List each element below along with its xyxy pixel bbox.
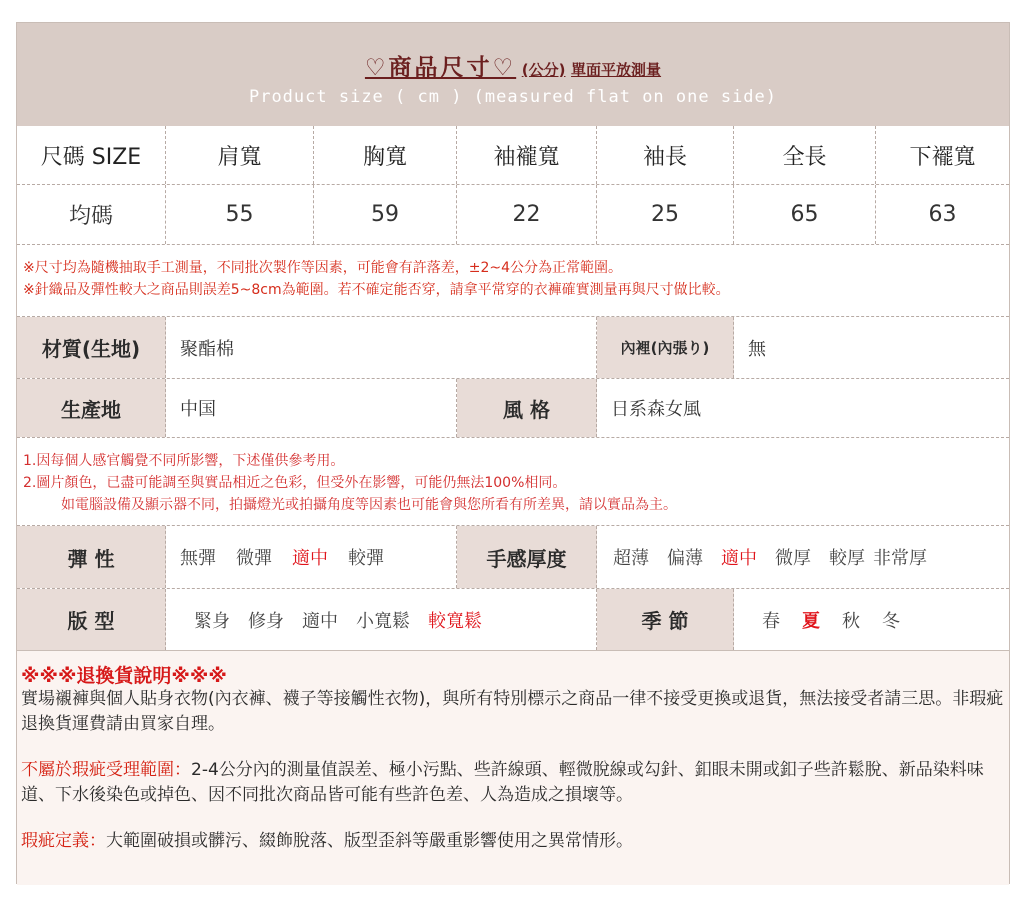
material-value: 聚酯棉	[166, 317, 597, 378]
return-title: ※※※退換貨說明※※※	[21, 665, 227, 687]
product-size-chart	[16, 22, 1010, 884]
value-armhole: 22	[457, 185, 597, 244]
option-item: 較厚	[829, 548, 865, 569]
return-policy	[17, 651, 1009, 885]
value-sleeve: 25	[597, 185, 734, 244]
return-para-2-text: 2-4公分內的測量值誤差、極小污點、些許線頭、輕微脫線或勾針、釦眼未開或釦子些許鬆脫、新品染料味道、下水後染色或掉色、因不同批次商品皆可能有些許色差、人為造成之損壞等。	[21, 760, 984, 805]
style-value: 日系森女風	[611, 399, 701, 420]
option-item: 較彈	[348, 548, 384, 569]
material-row	[17, 317, 1009, 379]
color-notes	[17, 438, 1009, 526]
chart-title	[17, 49, 1009, 82]
option-item: 小寬鬆	[356, 610, 410, 632]
size-header	[17, 23, 1009, 126]
return-para-3-label: 瑕疵定義：	[21, 831, 106, 851]
header-size-label: 尺碼 SIZE	[17, 126, 166, 184]
option-item: 適中	[302, 610, 338, 632]
option-item: 微彈	[236, 548, 272, 569]
option-item: 緊身	[194, 610, 230, 632]
measurement-notes	[17, 245, 1009, 317]
header-hem: 下襬寬	[909, 144, 976, 170]
origin-label: 生產地	[17, 379, 166, 437]
return-para-3-text: 大範圍破損或髒污、綴飾脫落、版型歪斜等嚴重影響使用之異常情形。	[106, 831, 633, 851]
season-label: 季 節	[597, 589, 734, 650]
origin-value: 中国	[166, 379, 457, 437]
note-line: 如電腦設備及顯示器不同，拍攝燈光或拍攝角度等因素也可能會與您所看有所差異，請以實品為主。	[61, 497, 677, 513]
note-line: ※針織品及彈性較大之商品則誤差5~8cm為範圍。若不確定能否穿，請拿平常穿的衣褲確實測量再與尺寸做比較。	[23, 282, 730, 298]
note-line: ※尺寸均為隨機抽取手工測量，不同批次製作等因素，可能會有許落差，±2~4公分為正常範圍。	[23, 260, 623, 276]
option-item-selected: 較寬鬆	[428, 610, 482, 632]
size-table-header	[17, 126, 1009, 185]
return-para-2	[21, 758, 1005, 808]
fit-label: 版 型	[17, 589, 166, 650]
header-chest: 胸寬	[314, 126, 457, 184]
thickness-label: 手感厚度	[457, 526, 597, 588]
header-shoulder: 肩寬	[166, 126, 314, 184]
chart-subtitle: Product size ( cm ) (measured flat on one side)	[248, 87, 778, 107]
note-line: 1.因每個人感官觸覺不同所影響，下述僅供參考用。	[23, 453, 345, 469]
thickness-options	[597, 526, 1009, 588]
style-label: 風 格	[457, 379, 597, 437]
option-item-selected: 適中	[292, 548, 328, 569]
table-row	[17, 185, 1009, 245]
material-label: 材質(生地)	[17, 317, 166, 378]
option-item-selected: 夏	[802, 610, 820, 632]
origin-row	[17, 379, 1009, 438]
option-item: 超薄	[613, 548, 649, 569]
value-shoulder: 55	[166, 185, 314, 244]
texture-row	[17, 526, 1009, 589]
value-hem: 63	[928, 202, 957, 227]
option-item: 偏薄	[667, 548, 703, 569]
option-item-selected: 適中	[721, 548, 757, 569]
size-name: 均碼	[17, 185, 166, 244]
option-item: 無彈	[180, 548, 216, 569]
elasticity-options	[166, 526, 457, 588]
option-item: 微厚	[775, 548, 811, 569]
option-item: 修身	[248, 610, 284, 632]
fit-options	[166, 589, 597, 650]
title-note: 單面平放測量	[571, 61, 662, 79]
header-sleeve: 袖長	[597, 126, 734, 184]
note-line: 2.圖片顏色，已盡可能調至與實品相近之色彩，但受外在影響，可能仍無法100%相同。	[23, 475, 567, 491]
lining-label: 內裡(內張り)	[597, 317, 734, 378]
season-options	[734, 589, 1009, 650]
title-main: ♡商品尺寸♡	[364, 55, 517, 81]
option-item: 春	[762, 610, 780, 632]
value-chest: 59	[314, 185, 457, 244]
option-item: 秋	[842, 610, 860, 632]
elasticity-label: 彈 性	[17, 526, 166, 588]
lining-value: 無	[748, 338, 766, 360]
return-para-2-label: 不屬於瑕疵受理範圍：	[21, 760, 191, 780]
header-length: 全長	[734, 126, 876, 184]
return-para-1: 實場襯褲與個人貼身衣物(內衣褲、襪子等接觸性衣物)，與所有特別標示之商品一律不接受更換或退貨，無法接受者請三思。非瑕疵退換貨運費請由買家自理。	[21, 689, 1004, 734]
fit-row	[17, 589, 1009, 651]
value-length: 65	[734, 185, 876, 244]
option-item: 非常厚	[873, 548, 927, 569]
option-item: 冬	[882, 610, 900, 632]
title-unit: (公分)	[521, 61, 566, 79]
header-armhole: 袖襱寬	[457, 126, 597, 184]
return-para-3	[21, 829, 1005, 854]
